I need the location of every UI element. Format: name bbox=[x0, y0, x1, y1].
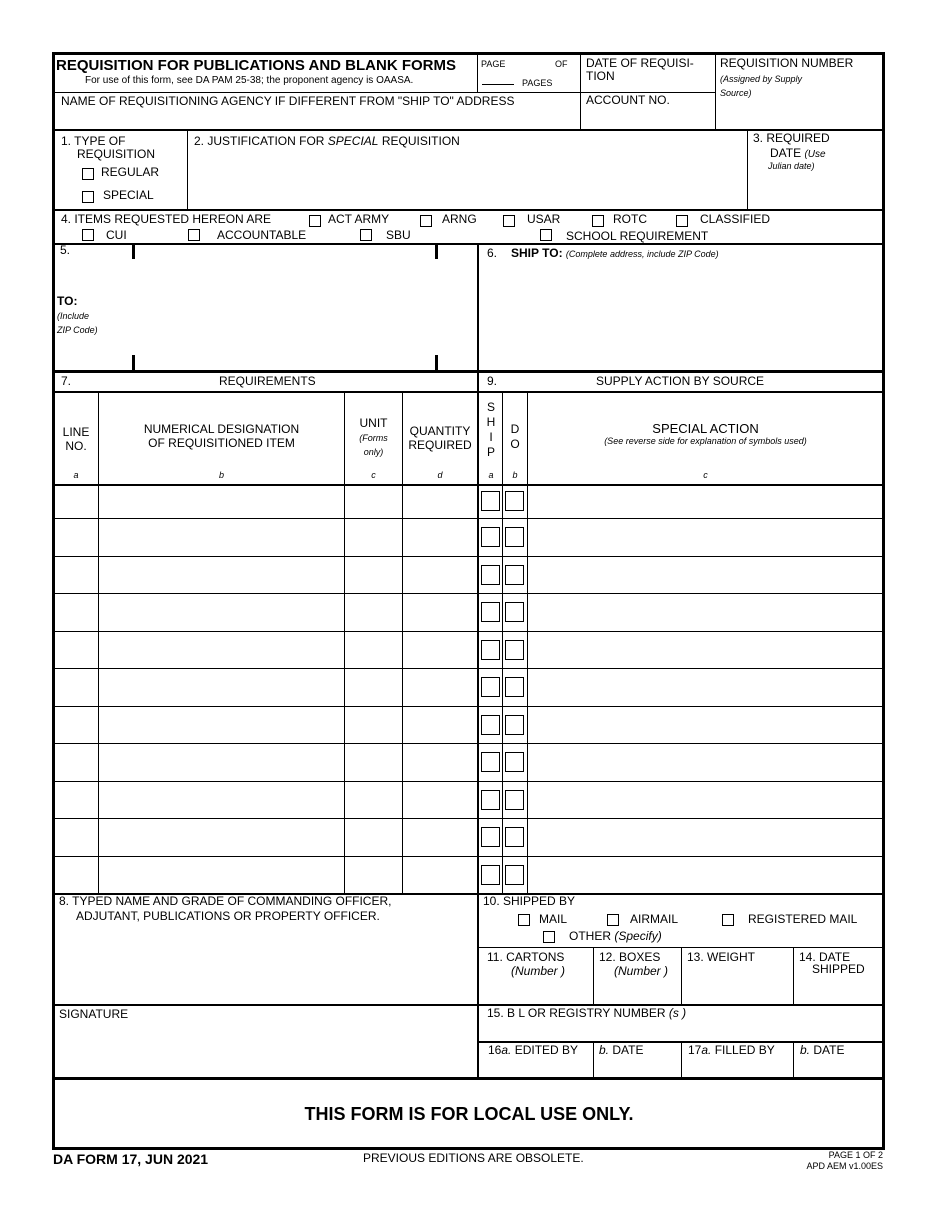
school-requirement-label: SCHOOL REQUIREMENT bbox=[566, 229, 709, 243]
ship-box[interactable] bbox=[481, 677, 500, 697]
usar-label: USAR bbox=[527, 212, 561, 226]
registered-mail-label: REGISTERED MAIL bbox=[748, 912, 858, 926]
registered-mail-checkbox[interactable] bbox=[722, 914, 734, 926]
account-no-label: ACCOUNT NO. bbox=[586, 93, 670, 107]
col-a-label: a bbox=[73, 470, 79, 480]
do-box[interactable] bbox=[505, 790, 524, 810]
numerical-designation-header: NUMERICAL DESIGNATION OF REQUISITIONED ITEM bbox=[143, 422, 300, 450]
edited-by-label: 16a. EDITED BY bbox=[488, 1043, 579, 1057]
commanding-officer-label-2: ADJUTANT, PUBLICATIONS OR PROPERTY OFFICER. bbox=[76, 909, 380, 923]
type-of-requisition-label-2: REQUISITION bbox=[77, 147, 156, 161]
mail-checkbox[interactable] bbox=[518, 914, 530, 926]
cui-checkbox[interactable] bbox=[82, 229, 94, 241]
do-box[interactable] bbox=[505, 865, 524, 885]
page-label: PAGE bbox=[481, 59, 506, 69]
pages-label: PAGES bbox=[522, 78, 553, 88]
mail-label: MAIL bbox=[539, 912, 568, 926]
other-checkbox[interactable] bbox=[543, 931, 555, 943]
bl-registry-label: 15. B L OR REGISTRY NUMBER (s ) bbox=[487, 1006, 687, 1020]
to-address-field[interactable] bbox=[140, 262, 430, 352]
do-box[interactable] bbox=[505, 491, 524, 511]
accountable-checkbox[interactable] bbox=[188, 229, 200, 241]
airmail-checkbox[interactable] bbox=[607, 914, 619, 926]
ship-to-address-field[interactable] bbox=[484, 264, 879, 368]
required-date-label: 3. REQUIRED bbox=[753, 131, 830, 145]
ship-box[interactable] bbox=[481, 491, 500, 511]
obsolete-notice: PREVIOUS EDITIONS ARE OBSOLETE. bbox=[363, 1151, 584, 1165]
agency-name-label: NAME OF REQUISITIONING AGENCY IF DIFFERENT FROM "SHIP TO" ADDRESS bbox=[61, 94, 515, 108]
ship-to-number: 6. bbox=[487, 246, 498, 260]
other-label: OTHER (Specify) bbox=[569, 929, 662, 943]
col-d-label: d bbox=[437, 470, 443, 480]
form-id: DA FORM 17, JUN 2021 bbox=[53, 1151, 209, 1167]
required-date-label-2: DATE (Use bbox=[770, 146, 826, 160]
edited-date-label: b. DATE bbox=[599, 1043, 644, 1057]
classified-checkbox[interactable] bbox=[676, 215, 688, 227]
ship-box[interactable] bbox=[481, 640, 500, 660]
special-checkbox[interactable] bbox=[82, 191, 94, 203]
ship-box[interactable] bbox=[481, 715, 500, 735]
to-label: TO: bbox=[57, 294, 78, 308]
boxes-label: 12. BOXES bbox=[599, 950, 661, 964]
school-requirement-checkbox[interactable] bbox=[540, 229, 552, 241]
requirements-title: REQUIREMENTS bbox=[219, 374, 316, 388]
ship-box[interactable] bbox=[481, 752, 500, 772]
to-section-number: 5. bbox=[60, 243, 71, 257]
requirements-number: 7. bbox=[61, 374, 72, 388]
zip-note: (Include bbox=[57, 311, 90, 321]
line-no-header: LINE NO. bbox=[62, 425, 90, 453]
act-army-checkbox[interactable] bbox=[309, 215, 321, 227]
do-box[interactable] bbox=[505, 527, 524, 547]
col-9b-label: b bbox=[512, 470, 518, 480]
do-box[interactable] bbox=[505, 640, 524, 660]
do-box[interactable] bbox=[505, 677, 524, 697]
supply-action-title: SUPPLY ACTION BY SOURCE bbox=[596, 374, 765, 388]
ship-box[interactable] bbox=[481, 527, 500, 547]
airmail-label: AIRMAIL bbox=[630, 912, 679, 926]
cui-label: CUI bbox=[106, 228, 127, 242]
col-9a-label: a bbox=[488, 470, 494, 480]
sbu-checkbox[interactable] bbox=[360, 229, 372, 241]
date-of-requisition-label-2: TION bbox=[586, 69, 615, 83]
requisition-number-note-2: Source) bbox=[720, 88, 752, 98]
form-title: REQUISITION FOR PUBLICATIONS AND BLANK FORMS bbox=[56, 57, 456, 74]
col-b-label: b bbox=[218, 470, 224, 480]
signature-label: SIGNATURE bbox=[59, 1007, 129, 1021]
boxes-note: (Number ) bbox=[614, 964, 669, 978]
date-shipped-label: 14. DATE bbox=[799, 950, 851, 964]
page-indicator: PAGE 1 OF 2 bbox=[828, 1150, 883, 1160]
weight-label: 13. WEIGHT bbox=[687, 950, 756, 964]
cartons-label: 11. CARTONS bbox=[487, 950, 565, 964]
of-label: OF bbox=[555, 59, 568, 69]
shipped-by-label: 10. SHIPPED BY bbox=[483, 894, 576, 908]
pages-underline bbox=[482, 84, 514, 85]
arng-checkbox[interactable] bbox=[420, 215, 432, 227]
sbu-label: SBU bbox=[386, 228, 411, 242]
requisition-number-note: (Assigned by Supply bbox=[720, 74, 803, 84]
col-c-label: c bbox=[371, 470, 376, 480]
supply-action-number: 9. bbox=[487, 374, 498, 388]
quantity-required-header: QUANTITY REQUIRED bbox=[408, 424, 472, 452]
col-9c-label: c bbox=[703, 470, 708, 480]
ship-box[interactable] bbox=[481, 827, 500, 847]
total-pages-field[interactable] bbox=[482, 72, 514, 84]
requisition-number-label: REQUISITION NUMBER bbox=[720, 56, 854, 70]
do-box[interactable] bbox=[505, 565, 524, 585]
do-box[interactable] bbox=[505, 827, 524, 847]
commanding-officer-label: 8. TYPED NAME AND GRADE OF COMMANDING OFFICER, bbox=[59, 894, 392, 908]
version-label: APD AEM v1.00ES bbox=[806, 1161, 883, 1171]
regular-label: REGULAR bbox=[101, 165, 160, 179]
usar-checkbox[interactable] bbox=[503, 215, 515, 227]
items-requested-label: 4. ITEMS REQUESTED HEREON ARE bbox=[61, 212, 272, 226]
do-box[interactable] bbox=[505, 602, 524, 622]
bl-registry-field[interactable] bbox=[484, 1022, 879, 1040]
special-action-header: SPECIAL ACTION bbox=[652, 421, 759, 436]
rotc-checkbox[interactable] bbox=[592, 215, 604, 227]
date-shipped-label-2: SHIPPED bbox=[812, 962, 865, 976]
signature-field[interactable] bbox=[60, 1024, 470, 1074]
date-of-requisition-label: DATE OF REQUISI- bbox=[586, 56, 694, 70]
ship-box[interactable] bbox=[481, 565, 500, 585]
filled-by-label: 17a. FILLED BY bbox=[688, 1043, 775, 1057]
rotc-label: ROTC bbox=[613, 212, 647, 226]
julian-date-note: Julian date) bbox=[768, 161, 815, 171]
special-action-note: (See reverse side for explanation of symbols used) bbox=[604, 436, 807, 446]
classified-label: CLASSIFIED bbox=[700, 212, 771, 226]
do-box[interactable] bbox=[505, 752, 524, 772]
ship-header: S H I P bbox=[486, 400, 496, 459]
cartons-note: (Number ) bbox=[511, 964, 566, 978]
zip-note-2: ZIP Code) bbox=[57, 325, 98, 335]
act-army-label: ACT ARMY bbox=[328, 212, 390, 226]
arng-label: ARNG bbox=[442, 212, 477, 226]
justification-label: 2. JUSTIFICATION FOR SPECIAL REQUISITION bbox=[194, 134, 460, 148]
ship-box[interactable] bbox=[481, 602, 500, 622]
accountable-label: ACCOUNTABLE bbox=[217, 228, 307, 242]
unit-header: UNIT (Forms only) bbox=[359, 416, 388, 457]
officer-name-field[interactable] bbox=[60, 928, 470, 1000]
filled-date-label: b. DATE bbox=[800, 1043, 845, 1057]
ship-box[interactable] bbox=[481, 790, 500, 810]
regular-checkbox[interactable] bbox=[82, 168, 94, 180]
type-of-requisition-label: 1. TYPE OF bbox=[61, 134, 126, 148]
do-box[interactable] bbox=[505, 715, 524, 735]
special-label: SPECIAL bbox=[103, 188, 154, 202]
form-subtitle: For use of this form, see DA PAM 25-38; the proponent agency is OAASA. bbox=[85, 75, 414, 86]
page-number-field[interactable] bbox=[510, 57, 548, 71]
ship-to-label: SHIP TO: (Complete address, include ZIP Code) bbox=[511, 246, 719, 260]
do-header: D O bbox=[510, 422, 520, 451]
local-use-notice: THIS FORM IS FOR LOCAL USE ONLY. bbox=[304, 1104, 634, 1124]
ship-box[interactable] bbox=[481, 865, 500, 885]
